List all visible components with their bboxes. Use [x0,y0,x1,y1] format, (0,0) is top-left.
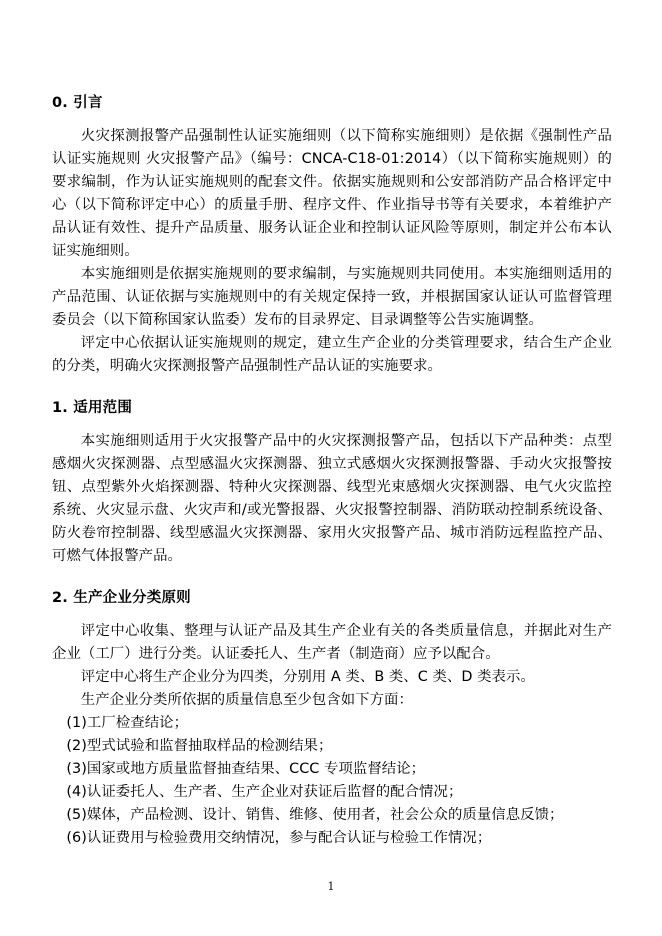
paragraph-classification-3: 生产企业分类所依据的质量信息至少包含如下方面： [80,692,413,708]
paragraph-scope-1: 本实施细则适用于火灾报警产品中的火灾探测报警产品，包括以下产品种类：点型感烟火灾探测器、点型感温火灾探测器、独立式感烟火灾探测报警器、手动火灾报警按钮、点型紫外火焰探测器、特种火灾探测器、线型光束感烟火灾探测器、电气火灾监控系统、火灾显示盘、火灾声和/或光警报器、火灾报警控制器、消防联动控制系统设备、防火卷帘控制器、线型感温火灾探测器、家用火灾报警产品、城市消防远程监控产品、可燃气体报警产品。 [52,433,612,564]
paragraph-classification-2: 评定中心将生产企业分为四类，分别用 A 类、B 类、C 类、D 类表示。 [80,669,535,685]
list-item: (1)工厂检查结论； [66,715,189,731]
section-1-block [52,397,612,420]
section-heading-introduction: 0. 引言 [52,95,103,111]
paragraph-intro-2: 本实施细则是依据实施规则的要求编制，与实施规则共同使用。本实施细则适用的产品范围、认证依据与实施规则中的有关规定保持一致，并根据国家认证认可监督管理委员会（以下简称国家认监委）发布的目录界定、目录调整等公告实施调整。 [52,266,612,328]
paragraph-intro-3: 评定中心依据认证实施规则的规定，建立生产企业的分类管理要求，结合生产企业的分类，明确火灾探测报警产品强制性产品认证的实施要求。 [52,335,612,374]
section-heading-classification-principles: 2. 生产企业分类原则 [52,590,191,606]
list-item: (2)型式试验和监督抽取样品的检测结果； [66,738,333,754]
list-item: (4)认证委托人、生产者、生产企业对获证后监督的配合情况； [66,784,463,800]
section-heading-scope: 1. 适用范围 [52,400,133,416]
document-body [52,92,612,850]
list-item: (6)认证费用与检验费用交纳情况，参与配合认证与检验工作情况； [66,830,492,846]
section-0-block [52,92,612,115]
paragraph-intro-1: 火灾探测报警产品强制性认证实施细则（以下简称实施细则）是依据《强制性产品认证实施规则 火灾报警产品》（编号：CNCA-C18-01:2014）（以下简称实施规则）的要求编制，作为认证实施规则的配套文件。依据实施规则和公安部消防产品合格评定中心（以下简称评定中心）的质量手册、程序文件、作业指导书等有关要求，本着维护产品认证有效性、提升产品质量、服务认证企业和控制认证风险等原则，制定并公布本认证实施细则。 [52,128,612,259]
list-item: (3)国家或地方质量监督抽查结果、CCC 专项监督结论； [66,761,426,777]
section-2-block [52,587,612,610]
list-item: (5)媒体，产品检测、设计、销售、维修、使用者，社会公众的质量信息反馈； [66,807,564,823]
page-number-footer: 1 [327,880,335,893]
paragraph-classification-1: 评定中心收集、整理与认证产品及其生产企业有关的各类质量信息，并据此对生产企业（工厂）进行分类。认证委托人、生产者（制造商）应予以配合。 [52,623,612,662]
